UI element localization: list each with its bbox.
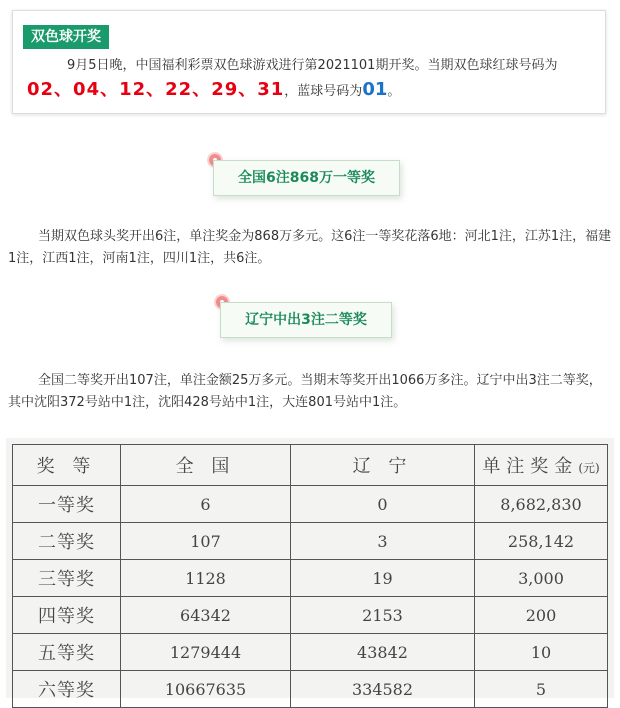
second-prize-paragraph — [8, 370, 614, 414]
header-prize-unit: (元) — [578, 461, 600, 475]
table-cell: 5 — [475, 671, 608, 708]
draw-intro — [27, 57, 597, 101]
table-cell: 258,142 — [475, 523, 608, 560]
table-cell: 19 — [291, 560, 475, 597]
table-cell: 334582 — [291, 671, 475, 708]
draw-result-card — [12, 10, 606, 114]
table-cell: 一等奖 — [13, 486, 121, 523]
table-cell: 三等奖 — [13, 560, 121, 597]
header-prize-label: 单注奖金 — [482, 456, 579, 477]
table-cell: 2153 — [291, 597, 475, 634]
header-prize — [475, 445, 608, 486]
section-title-first-prize: 全国6注868万一等奖 — [213, 160, 400, 196]
prize-table — [12, 444, 608, 708]
intro-text: 9月5日晚，中国福利彩票双色球游戏进行第2021101期开奖。当期双色球红球号码为 — [67, 58, 558, 73]
second-prize-text: 全国二等奖开出107注，单注金额25万多元。当期末等奖开出1066万多注。辽宁中出3注二等奖，其中沈阳372号站中1注，沈阳428号站中1注，大连801号站中1注。 — [8, 373, 602, 410]
table-cell: 二等奖 — [13, 523, 121, 560]
lottery-tag: 双色球开奖 — [23, 25, 109, 49]
header-national: 全 国 — [121, 445, 291, 486]
header-liaoning: 辽 宁 — [291, 445, 475, 486]
table-row — [13, 486, 608, 523]
table-cell: 6 — [121, 486, 291, 523]
table-cell: 1279444 — [121, 634, 291, 671]
section-title-second-prize: 辽宁中出3注二等奖 — [220, 302, 392, 338]
prize-table-image — [6, 438, 614, 701]
table-row — [13, 671, 608, 708]
table-cell: 107 — [121, 523, 291, 560]
table-cell: 43842 — [291, 634, 475, 671]
table-row — [13, 634, 608, 671]
table-cell: 1128 — [121, 560, 291, 597]
table-row — [13, 523, 608, 560]
table-cell: 六等奖 — [13, 671, 121, 708]
table-cell: 3 — [291, 523, 475, 560]
table-cell: 四等奖 — [13, 597, 121, 634]
table-cell: 8,682,830 — [475, 486, 608, 523]
table-cell: 64342 — [121, 597, 291, 634]
table-cell: 3,000 — [475, 560, 608, 597]
blue-prefix: ，蓝球号码为 — [284, 84, 363, 99]
table-row — [13, 560, 608, 597]
table-cell: 五等奖 — [13, 634, 121, 671]
table-cell: 10 — [475, 634, 608, 671]
blue-suffix: 。 — [387, 84, 401, 99]
first-prize-text: 当期双色球头奖开出6注，单注奖金为868万多元。这6注一等奖花落6地：河北1注，江苏1注，福建1注，江西1注，河南1注，四川1注，共6注。 — [8, 229, 612, 266]
table-header-row — [13, 445, 608, 486]
header-level: 奖 等 — [13, 445, 121, 486]
first-prize-paragraph — [8, 226, 614, 270]
table-cell: 200 — [475, 597, 608, 634]
table-row — [13, 597, 608, 634]
table-cell: 0 — [291, 486, 475, 523]
table-cell: 10667635 — [121, 671, 291, 708]
blue-ball-number: 01 — [362, 79, 388, 100]
red-ball-numbers: 02、04、12、22、29、31 — [27, 79, 285, 100]
